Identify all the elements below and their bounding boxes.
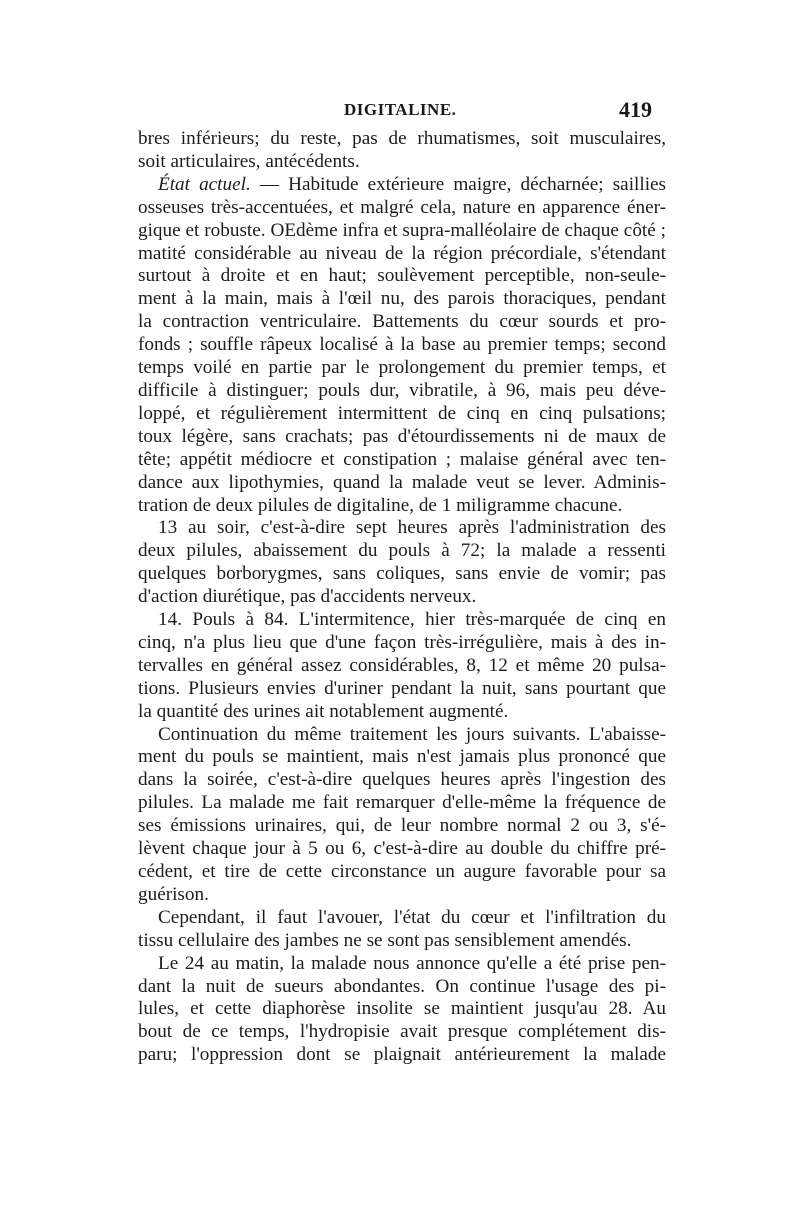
text-line: surtout à droite et en haut; soulèvement perceptible, non-seule- <box>138 265 666 287</box>
text-line: ment à la main, mais à l'œil nu, des parois thoraciques, pendant <box>138 288 666 310</box>
text-line: dans la soirée, c'est-à-dire quelques heures après l'ingestion des <box>138 769 666 791</box>
text-line: lèvent chaque jour à 5 ou 6, c'est-à-dire au double du chiffre pré- <box>138 838 666 860</box>
text-line: ment du pouls se maintient, mais n'est jamais plus prononcé que <box>138 746 666 768</box>
text-line: matité considérable au niveau de la région précordiale, s'étendant <box>138 242 666 264</box>
text-line: la contraction ventriculaire. Battements du cœur sourds et pro- <box>138 311 666 333</box>
text-line: temps voilé en partie par le prolongement du premier temps, et <box>138 357 666 379</box>
text-line: Le 24 au matin, la malade nous annonce qu'elle a été prise pen- <box>158 952 666 974</box>
text-fragment: — Habitude extérieure maigre, décharnée; saillies <box>250 173 667 195</box>
text-line: gique et robuste. OEdème infra et supra-malléolaire de chaque côté ; <box>138 219 666 241</box>
running-title: DIGITALINE. <box>344 100 457 119</box>
paragraph-cependant <box>138 907 666 953</box>
text-line: loppé, et régulièrement intermittent de cinq en cinq pulsations; <box>138 402 666 424</box>
text-line: d'action diurétique, pas d'accidents nerveux. <box>138 586 477 608</box>
text-line: osseuses très-accentuées, et malgré cela, nature en apparence éner- <box>138 196 666 218</box>
paragraph-day-13 <box>138 517 666 609</box>
text-line: paru; l'oppression dont se plaignait antérieurement la malade <box>138 1044 666 1066</box>
text-line: tissu cellulaire des jambes ne se sont pas sensiblement amendés. <box>138 929 632 951</box>
text-line: Continuation du même traitement les jours suivants. L'abaisse- <box>158 723 666 745</box>
text-line: deux pilules, abaissement du pouls à 72; la malade a ressenti <box>138 540 666 562</box>
text-line: la quantité des urines ait notablement augmenté. <box>138 700 509 722</box>
text-line: guérison. <box>138 883 209 905</box>
text-line <box>138 174 666 197</box>
text-line: cinq, n'a plus lieu que d'une façon très-irrégulière, mais à des in- <box>138 631 666 653</box>
text-line: toux légère, sans crachats; pas d'étourdissements ni de maux de <box>138 425 666 447</box>
text-line: soit articulaires, antécédents. <box>138 150 360 172</box>
text-line: tête; appétit médiocre et constipation ; malaise général avec ten- <box>138 448 666 470</box>
paragraph-antecedents <box>138 128 666 174</box>
text-line: Cependant, il faut l'avouer, l'état du cœur et l'infiltration du <box>158 906 666 928</box>
text-line: cédent, et tire de cette circonstance un augure favorable pour sa <box>138 861 666 882</box>
text-line: difficile à distinguer; pouls dur, vibratile, à 96, mais peu déve- <box>138 379 666 401</box>
text-line: 14. Pouls à 84. L'intermitence, hier très-marquée de cinq en <box>158 609 666 631</box>
text-line: bout de ce temps, l'hydropisie avait presque complétement dis- <box>138 1021 666 1043</box>
page-header <box>138 97 666 130</box>
paragraph-day-14 <box>138 609 666 724</box>
body-text <box>138 128 666 1067</box>
text-line: dant la nuit de sueurs abondantes. On continue l'usage des pi- <box>138 975 666 997</box>
paragraph-etat-actuel <box>138 174 666 518</box>
text-line: pilules. La malade me fait remarquer d'elle-même la fréquence de <box>138 792 666 814</box>
text-line: ses émissions urinaires, qui, de leur nombre normal 2 ou 3, s'é- <box>138 815 666 837</box>
text-line: tions. Plusieurs envies d'uriner pendant la nuit, sans pourtant que <box>138 677 666 699</box>
text-line: quelques borborygmes, sans coliques, sans envie de vomir; pas <box>138 563 666 585</box>
page-number: 419 <box>619 97 652 122</box>
section-lead: État actuel. <box>158 173 251 195</box>
text-line: tervalles en général assez considérables, 8, 12 et même 20 pulsa- <box>138 654 666 676</box>
text-line: fonds ; souffle râpeux localisé à la base au premier temps; second <box>138 334 666 356</box>
text-line: dance aux lipothymies, quand la malade veut se lever. Adminis- <box>138 471 666 493</box>
paragraph-continuation <box>138 724 666 907</box>
text-line: lules, et cette diaphorèse insolite se maintient jusqu'au 28. Au <box>138 998 666 1020</box>
text-line: bres inférieurs; du reste, pas de rhumatismes, soit musculaires, <box>138 128 666 149</box>
text-line: 13 au soir, c'est-à-dire sept heures après l'administration des <box>158 517 666 539</box>
text-line: tration de deux pilules de digitaline, de 1 miligramme chacune. <box>138 494 623 516</box>
paragraph-day-24 <box>138 953 666 1068</box>
